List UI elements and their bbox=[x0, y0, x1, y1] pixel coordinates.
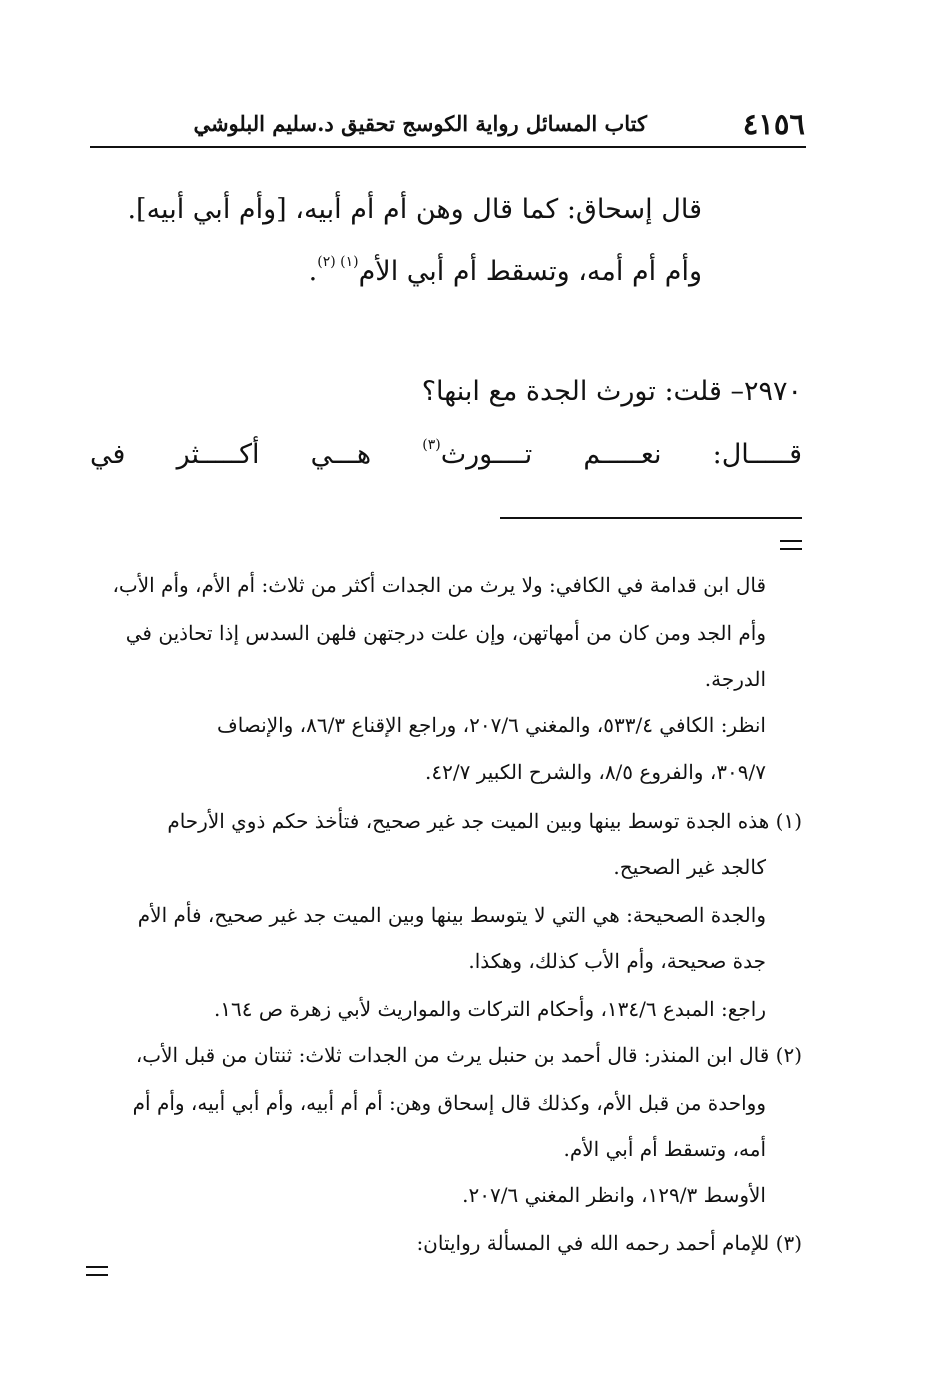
body-line-2-end: . bbox=[308, 256, 318, 287]
footnote-continued-line: الدرجة. bbox=[704, 667, 766, 691]
footnote-continued-line: انظر: الكافي ٥٣٣/٤، والمغني ٢٠٧/٦، وراجع الإقناع ٨٦/٣، والإنصاف bbox=[216, 713, 766, 737]
body-line-2 bbox=[90, 254, 702, 290]
footnote-continued-line: ٣٠٩/٧، والفروع ٨/٥، والشرح الكبير ٤٢/٧. bbox=[425, 760, 766, 784]
page-header bbox=[90, 106, 805, 142]
footnote-3: (٣) للإمام أحمد رحمه الله في المسألة روايتان: bbox=[416, 1231, 802, 1255]
footnote-1-line: كالجد غير الصحيح. bbox=[613, 855, 766, 879]
header-divider bbox=[90, 146, 806, 148]
answer-word: قـــــال: bbox=[712, 439, 802, 470]
continuation-mark-bottom bbox=[86, 1266, 108, 1276]
answer-word: تــــورث bbox=[440, 439, 533, 470]
footnote-continued-line: قال ابن قدامة في الكافي: ولا يرث من الجدات أكثر من ثلاث: أم الأم، وأم الأب، bbox=[112, 573, 766, 597]
footnote-2-line: أمه، وتسقط أم أبي الأم. bbox=[563, 1137, 766, 1161]
footnote-1-line: جدة صحيحة، وأم الأب كذلك، وهكذا. bbox=[468, 949, 766, 973]
answer-line bbox=[90, 437, 802, 473]
footnote-1: (١) هذه الجدة توسط بينها وبين الميت جد غير صحيح، فتأخذ حكم ذوي الأرحام bbox=[167, 809, 802, 833]
answer-word-with-ref bbox=[422, 437, 532, 473]
footnote-1-line: راجع: المبدع ١٣٤/٦، وأحكام التركات والمواريث لأبي زهرة ص ١٦٤. bbox=[213, 997, 766, 1021]
footnote-1-line: والجدة الصحيحة: هي التي لا يتوسط بينها وبين الميت جد غير صحيح، فأم الأم bbox=[137, 903, 766, 927]
body-line-2-text: وأم أم أمه، وتسقط أم أبي الأم bbox=[358, 256, 702, 287]
footnote-separator bbox=[500, 517, 802, 519]
body-line-1: قال إسحاق: كما قال وهن أم أم أبيه، [وأم أبي أبيه]. bbox=[127, 194, 702, 225]
running-title: كتاب المسائل رواية الكوسج تحقيق د.سليم البلوشي bbox=[193, 111, 647, 136]
question-2970: ٢٩٧٠– قلت: تورث الجدة مع ابنها؟ bbox=[421, 376, 802, 407]
answer-word: في bbox=[90, 439, 126, 470]
page-number: ٤١٥٦ bbox=[742, 107, 805, 141]
answer-word: هـــي bbox=[310, 439, 372, 470]
footnote-ref-3: (٣) bbox=[422, 437, 441, 453]
footnote-continued-line: وأم الجد ومن كان من أمهاتهن، وإن علت درجتهن فلهن السدس إذا تحاذين في bbox=[125, 621, 766, 645]
answer-word: أكـــــثر bbox=[176, 439, 260, 470]
answer-word: نعـــــم bbox=[583, 439, 662, 470]
continuation-mark-top bbox=[780, 540, 802, 550]
footnote-2-line: الأوسط ١٢٩/٣، وانظر المغني ٢٠٧/٦. bbox=[462, 1183, 766, 1207]
footnote-2-line: وواحدة من قبل الأم، وكذلك قال إسحاق وهن: أم أم أبيه، وأم أبي أبيه، وأم أم bbox=[132, 1091, 766, 1115]
footnote-2: (٢) قال ابن المنذر: قال أحمد بن حنبل يرث من الجدات ثلاث: ثنتان من قبل الأب، bbox=[135, 1043, 802, 1067]
footnote-ref-1-2: (١) (٢) bbox=[317, 254, 359, 270]
